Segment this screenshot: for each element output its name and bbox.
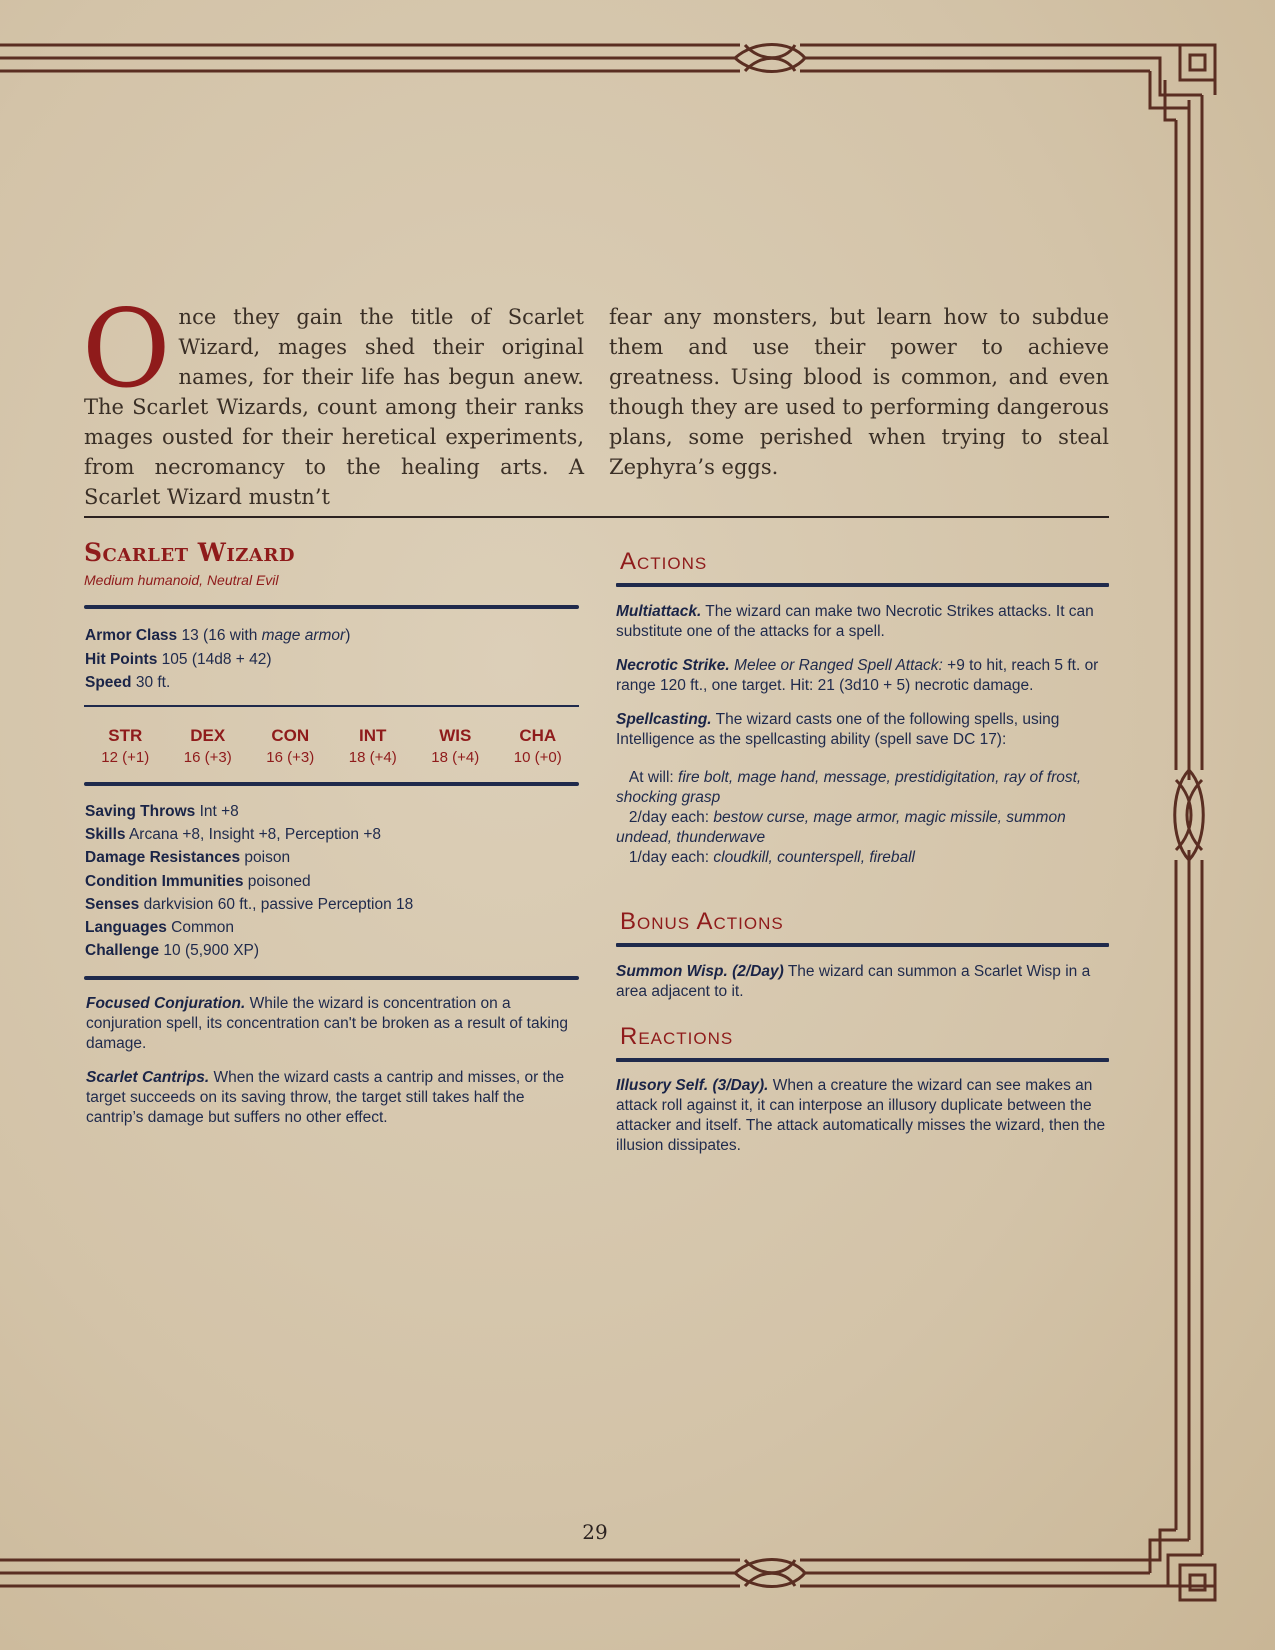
intro-column-left	[82, 287, 584, 512]
armor-class-line: Armor Class 13 (16 with mage armor)	[85, 627, 351, 644]
reaction-illusory-self: Illusory Self. (3/Day). When a creature the wizard can see makes an attack roll against it, it can interpose an illusory duplicate between the attacker and itself. The attack automatically misses the wizard, then the illusion dissipates.	[616, 1077, 1106, 1154]
spell-row-at-will: At will: fire bolt, mage hand, message, prestidigitation, ray of frost, shocking grasp	[616, 769, 1082, 806]
spell-row-1-day: 1/day each: cloudkill, counterspell, fireball	[628, 849, 915, 866]
senses-line: Senses darkvision 60 ft., passive Perception 18	[85, 895, 414, 913]
saving-throws-line: Saving Throws Int +8	[85, 803, 239, 820]
trait-scarlet-cantrips: Scarlet Cantrips. When the wizard casts a cantrip and misses, or the target succeeds on its saving throw, the target still takes half the cantrip’s damage but suffers no other effect.	[86, 1069, 565, 1126]
ability-dex: DEX 16 (+3)	[183, 726, 232, 766]
reactions-heading: Reactions	[620, 1023, 734, 1050]
reactions-bar	[616, 1058, 1109, 1062]
speed-line: Speed 30 ft.	[85, 674, 171, 691]
challenge-line: Challenge 10 (5,900 XP)	[85, 942, 260, 960]
skills-line: Skills Arcana +8, Insight +8, Perception +8	[85, 826, 381, 844]
statblock-thin-bar	[84, 705, 579, 707]
statblock-bar	[84, 976, 579, 980]
ability-str: STR 12 (+1)	[101, 726, 150, 766]
section-divider	[84, 516, 1109, 518]
actions-heading: Actions	[620, 548, 708, 575]
ability-con: CON 16 (+3)	[266, 726, 315, 766]
trait-focused-conjuration: Focused Conjuration. While the wizard is concentration on a conjuration spell, its concentration can't be broken as a result of taking damage.	[86, 995, 569, 1052]
actions-list	[616, 602, 1111, 868]
condition-immunities-line: Condition Immunities poisoned	[85, 872, 311, 890]
bonus-summon-wisp: Summon Wisp. (2/Day) The wizard can summon a Scarlet Wisp in a area adjacent to it.	[616, 963, 1091, 1000]
action-multiattack: Multiattack. The wizard can make two Necrotic Strikes attacks. It can substitute one of the attacks for a spell.	[616, 603, 1094, 640]
languages-line: Languages Common	[85, 919, 235, 937]
creature-subtype: Medium humanoid, Neutral Evil	[84, 572, 279, 588]
traits	[86, 994, 576, 1142]
ability-int: INT 18 (+4)	[348, 726, 397, 766]
statblock-bar	[84, 782, 579, 786]
intro-column-right	[609, 302, 1109, 512]
intro-col1-text: nce they gain the title of Scarlet Wizard, mages shed their original names, for their life has begun anew. The Scarlet Wizards, count among their ranks mages ousted for their heretical experiments, from necromancy to the healing arts. A Scarlet Wizard mustn’t	[84, 305, 584, 509]
creature-name: Scarlet Wizard	[84, 538, 295, 567]
bonus-actions-heading: Bonus Actions	[620, 908, 784, 935]
core-stats	[85, 624, 580, 695]
hit-points-line: Hit Points 105 (14d8 + 42)	[85, 650, 272, 668]
statblock-bar	[84, 605, 579, 609]
spell-row-2-day: 2/day each: bestow curse, mage armor, magic missile, summon undead, thunderwave	[616, 809, 1066, 846]
bonus-actions-bar	[616, 943, 1109, 947]
action-spellcasting: Spellcasting. The wizard casts one of the following spells, using Intelligence as the spellcasting ability (spell save DC 17):	[616, 711, 1060, 748]
bonus-actions-list	[616, 962, 1111, 1016]
page-number: 29	[582, 1520, 608, 1544]
damage-resistances-line: Damage Resistances poison	[85, 849, 291, 867]
action-necrotic-strike: Necrotic Strike. Melee or Ranged Spell Attack: +9 to hit, reach 5 ft. or range 120 ft., one target. Hit: 21 (3d10 + 5) necrotic damage.	[616, 657, 1099, 694]
intro-text	[82, 287, 1109, 512]
actions-bar	[616, 583, 1109, 587]
drop-cap: O	[82, 287, 171, 412]
ability-cha: CHA 10 (+0)	[513, 726, 562, 766]
spell-list	[616, 768, 1111, 868]
ability-wis: WIS 18 (+4)	[431, 726, 480, 766]
secondary-stats	[85, 800, 580, 962]
reactions-list	[616, 1076, 1111, 1170]
intro-col2-text: fear any monsters, but learn how to subdue them and use their power to achieve greatness. Using blood is common, and even though they are used to performing dangerous plans, some perished when trying to steal Zephyra’s eggs.	[609, 305, 1109, 479]
ability-scores	[84, 724, 579, 768]
